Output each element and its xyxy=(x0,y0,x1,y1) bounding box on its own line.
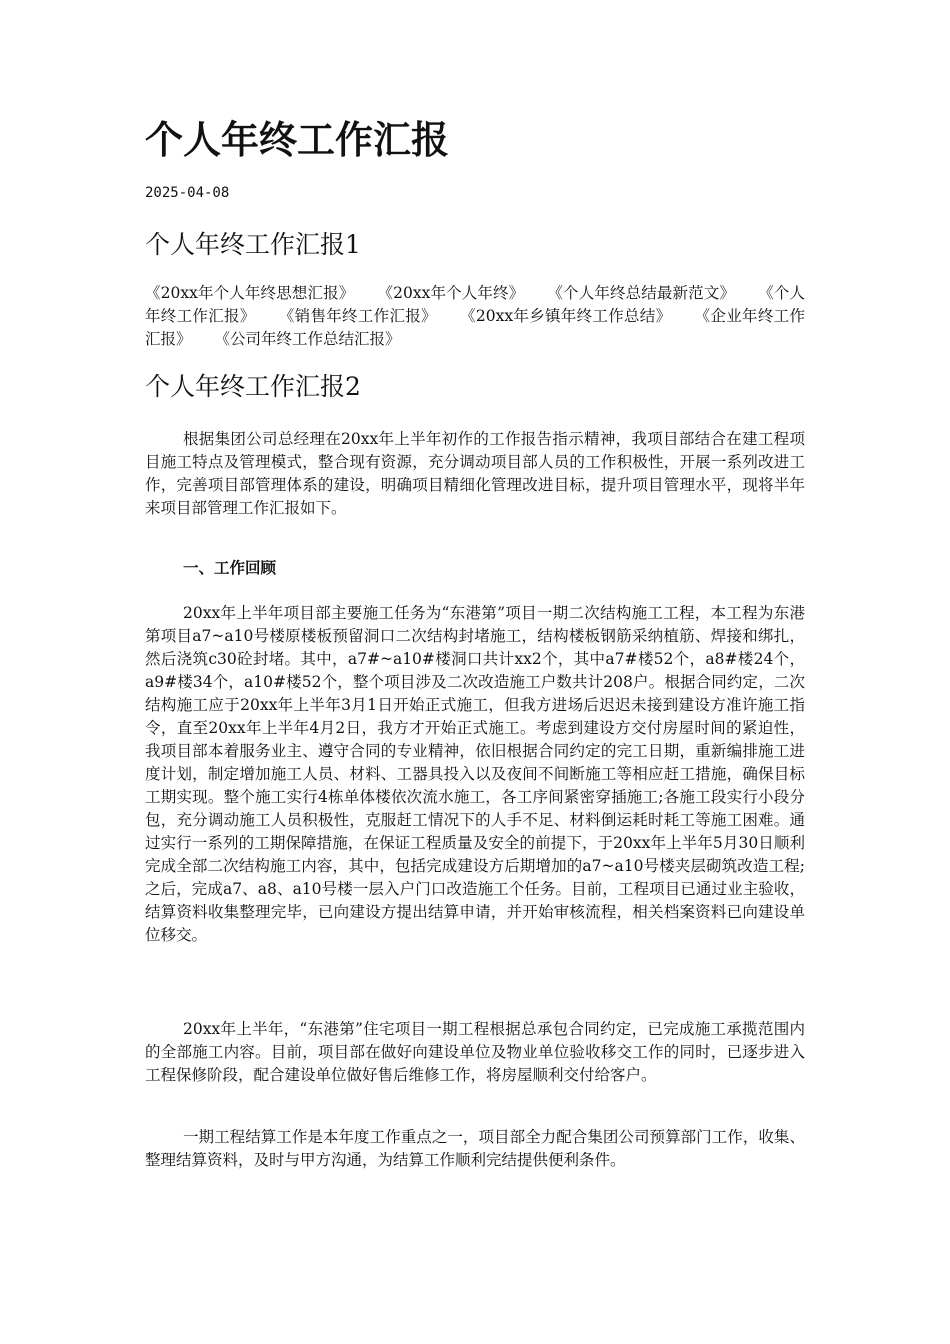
body-paragraph: 20xx年上半年项目部主要施工任务为“东港第”项目一期二次结构施工工程，本工程为东港第项目a7~a10号楼原楼板预留洞口二次结构封堵施工，结构楼板钢筋采纳植筋、焊接和绑扎，然后浇筑c30砼封堵。其中，a7#~a10#楼洞口共计xx2个，其中a7#楼52个，a8#楼24个，a9#楼34个，a10#楼52个，整个项目涉及二次改造施工户数共计208户。根据合同约定，二次结构施工应于20xx年上半年3月1日开始正式施工，但我方进场后迟迟未接到建设方准许施工指令，直至20xx年上半年4月2日，我方才开始正式施工。考虑到建设方交付房屋时间的紧迫性，我项目部本着服务业主、遵守合同的专业精神，依旧根据合同约定的完工日期，重新编排施工进度计划，制定增加施工人员、材料、工器具投入以及夜间不间断施工等相应赶工措施，确保目标工期实现。整个施工实行4栋单体楼依次流水施工，各工序间紧密穿插施工;各施工段实行小段分包，充分调动施工人员积极性，克服赶工情况下的人手不足、材料倒运耗时耗工等施工困难。通过实行一系列的工期保障措施，在保证工程质量及安全的前提下，于20xx年上半年5月30日顺利完成全部二次结构施工内容，其中，包括完成建设方后期增加的a7~a10号楼夹层砌筑改造工程;之后，完成a7、a8、a10号楼一层入户门口改造施工个任务。目前，工程项目已通过业主验收，结算资料收集整理完毕，已向建设方提出结算申请，并开始审核流程，相关档案资料已向建设单位移交。 xyxy=(145,604,805,944)
related-link[interactable]: 《20xx年乡镇年终工作总结》 xyxy=(460,307,672,325)
related-link[interactable]: 《企业年终工作汇报》 xyxy=(145,307,805,348)
body-paragraph: 一期工程结算工作是本年度工作重点之一，项目部全力配合集团公司预算部门工作，收集、整理结算资料，及时与甲方沟通，为结算工作顺利完结提供便利条件。 xyxy=(145,1128,805,1169)
related-link[interactable]: 《20xx年个人年终》 xyxy=(377,284,525,302)
related-articles xyxy=(145,282,805,351)
intro-paragraph: 根据集团公司总经理在20xx年上半年初作的工作报告指示精神，我项目部结合在建工程项目施工特点及管理模式，整合现有资源，充分调动项目部人员的工作积极性，开展一系列改进工作，完善项目部管理体系的建设，明确项目精细化管理改进目标，提升项目管理水平，现将半年来项目部管理工作汇报如下。 xyxy=(145,430,805,517)
related-link[interactable]: 《20xx年个人年终思想汇报》 xyxy=(145,284,355,302)
work-review-subheading: 一、工作回顾 xyxy=(183,558,277,577)
document-title: 个人年终工作汇报 xyxy=(145,117,450,162)
related-link[interactable]: 《公司年终工作总结汇报》 xyxy=(214,330,401,348)
section-2-heading: 个人年终工作汇报2 xyxy=(145,372,361,401)
related-link[interactable]: 《销售年终工作汇报》 xyxy=(278,307,437,325)
related-link[interactable]: 《个人年终总结最新范文》 xyxy=(547,284,736,302)
document-date: 2025-04-08 xyxy=(145,185,230,201)
section-1-heading: 个人年终工作汇报1 xyxy=(145,230,361,259)
related-link[interactable]: 《个人年终工作汇报》 xyxy=(145,284,805,325)
body-paragraph: 20xx年上半年，“东港第”住宅项目一期工程根据总承包合同约定，已完成施工承揽范围内的全部施工内容。目前，项目部在做好向建设单位及物业单位验收移交工作的同时，已逐步进入工程保修阶段，配合建设单位做好售后维修工作，将房屋顺利交付给客户。 xyxy=(145,1020,805,1084)
